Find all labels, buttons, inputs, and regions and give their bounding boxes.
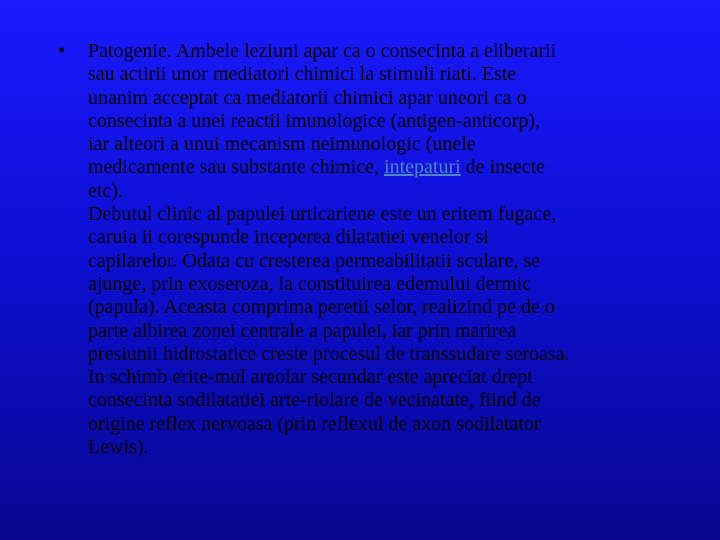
text-line: consecinta a unei reactii imunologice (antigen-anticorp),	[88, 109, 541, 132]
bullet-icon: •	[58, 40, 66, 62]
text-segment: de insecte	[460, 156, 546, 179]
text-line: caruia ii corespunde inceperea dilatatiei venelor si	[88, 226, 489, 249]
text-line: In schimb erite-mul areolar secundar este apreciat drept	[88, 366, 533, 389]
text-line: parte albirea zonei centrale a papulei, iar prin marirea	[88, 319, 517, 342]
text-line: Lewis).	[88, 436, 149, 459]
text-line: (papula). Aceasta comprima peretii selor, realizind pe de o	[88, 296, 555, 319]
text-segment: medicamente sau substante chimice,	[88, 156, 385, 179]
text-line: consecinta sodilatatiei arte-riolare de vecinatate, fiind de	[88, 389, 541, 412]
text-line: Patogenie. Ambele leziuni apar ca o consecinta a eliberarii	[88, 40, 557, 62]
text-line: iar alteori a unui mecanism neimunologic (unele	[88, 133, 476, 156]
text-line: sau actirii unor mediatori chimici la stimuli riati. Este	[88, 63, 517, 86]
text-line: etc).	[88, 179, 123, 202]
text-line: Debutul clinic al papulei urticariene este un eritem fugace,	[88, 203, 557, 226]
text-line: ajunge, prin exoseroza, la constituirea edemului dermic	[88, 272, 532, 295]
text-line-with-link	[88, 156, 688, 179]
text-line: presiunii hidrostatice creste procesul de transsudare seroasa.	[88, 342, 570, 365]
text-line: unanim acceptat ca mediatorii chimici apar uneori ca o	[88, 86, 527, 109]
text-line: capilarelor. Odata cu cresterea permeabilitatii sculare, se	[88, 249, 540, 272]
bullet-text	[88, 40, 688, 459]
text-line: origine reflex nervoasa (prin reflexul de axon sodilatator	[88, 412, 541, 435]
intepaturi-link[interactable]: intepaturi	[384, 156, 461, 179]
